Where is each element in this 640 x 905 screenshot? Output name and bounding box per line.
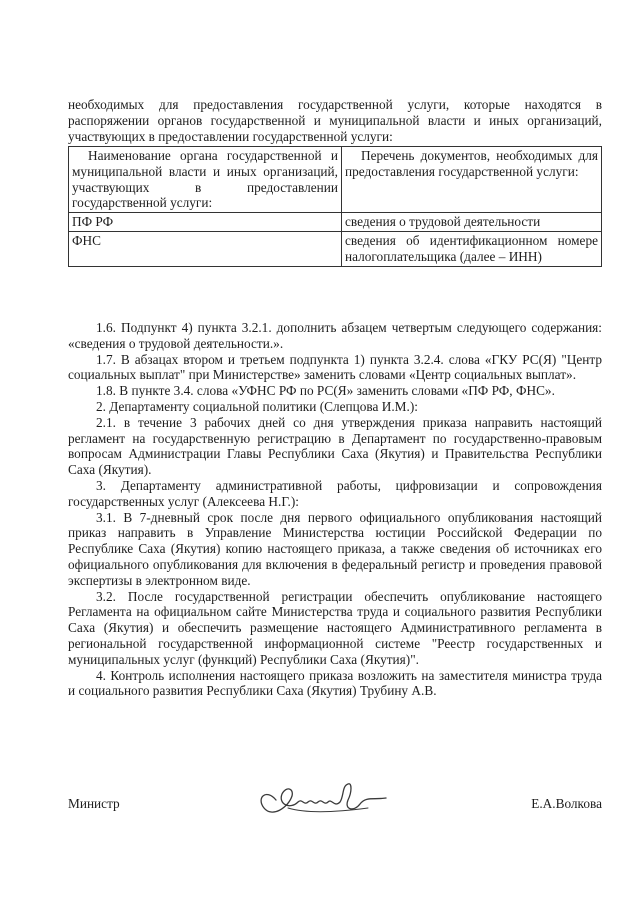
table-header-row xyxy=(69,147,602,213)
intro-paragraph xyxy=(68,97,602,144)
paragraph-1-7: 1.7. В абзацах втором и третьем подпункта 1) пункта 3.2.4. слова «ГКУ РС(Я) "Центр социальных выплат" при Министерстве» заменить словами «Центр социальных выплат». xyxy=(68,351,602,383)
paragraph-1-8: 1.8. В пункте 3.4. слова «УФНС РФ по РС(Я» заменить словами «ПФ РФ, ФНС». xyxy=(96,383,555,399)
paragraph-1-6: 1.6. Подпункт 4) пункта 3.2.1. дополнить абзацем четвертым следующего содержания: «сведения о трудовой деятельности.». xyxy=(68,320,602,351)
agencies-table xyxy=(68,146,602,267)
table-cell-org: ПФ РФ xyxy=(69,213,342,232)
table-cell-doc: сведения об идентификационном номере налогоплательщика (далее – ИНН) xyxy=(342,231,602,266)
paragraph-3-2: 3.2. После государственной регистрации обеспечить опубликование настоящего Регламента на официальном сайте Министерства труда и социального развития Республики Саха (Якутия) и обеспечить размещение настоящего Административного регламента в региональной государственной информационной системе "Реестр государственных и муниципальных услуг (функций) Республики Саха (Якутия)". xyxy=(68,588,602,667)
order-body xyxy=(68,320,602,699)
paragraph-3-1: 3.1. В 7-дневный срок после дня первого официального опубликования настоящий приказ направить в Управление Министерства юстиции Российской Федерации по Республике Саха (Якутия) копию настоящего приказа, а также сведения об источниках его официального опубликования для включения в федеральный регистр и проведения правовой экспертизы в электронном виде. xyxy=(68,509,602,588)
paragraph-3: 3. Департаменту административной работы, цифровизации и сопровождения государственных услуг (Алексеева Н.Г.): xyxy=(68,477,602,509)
table-header-docs: Перечень документов, необходимых для предоставления государственной услуги: xyxy=(342,147,602,213)
paragraph-2-1: 2.1. в течение 3 рабочих дней со дня утверждения приказа направить настоящий регламент на государственную регистрацию в Департамент по государственно-правовым вопросам Администрации Главы Республики Саха (Якутия) и Правительства Республики Саха (Якутия). xyxy=(68,414,602,478)
signature-block xyxy=(68,792,602,832)
table-cell-doc: сведения о трудовой деятельности xyxy=(342,213,602,232)
table-header-org: Наименование органа государственной и муниципальной власти и иных организаций, участвующих в предоставлении государственной услуги: xyxy=(69,147,342,213)
table-cell-org: ФНС xyxy=(69,231,342,266)
paragraph-2: 2. Департаменту социальной политики (Слепцова И.М.): xyxy=(96,398,418,414)
handwritten-signature xyxy=(248,778,398,822)
table-row xyxy=(69,231,602,266)
table-row xyxy=(69,213,602,232)
intro-text: необходимых для предоставления государственной услуги, которые находятся в распоряжении органов государственной и муниципальной власти и иных организаций, участвующих в предоставлении государственной услуги: xyxy=(68,97,602,144)
signatory-title: Министр xyxy=(68,796,120,811)
paragraph-4: 4. Контроль исполнения настоящего приказа возложить на заместителя министра труда и социального развития Республики Саха (Якутия) Трубину А.В. xyxy=(68,667,602,699)
signatory-name: Е.А.Волкова xyxy=(531,796,602,811)
